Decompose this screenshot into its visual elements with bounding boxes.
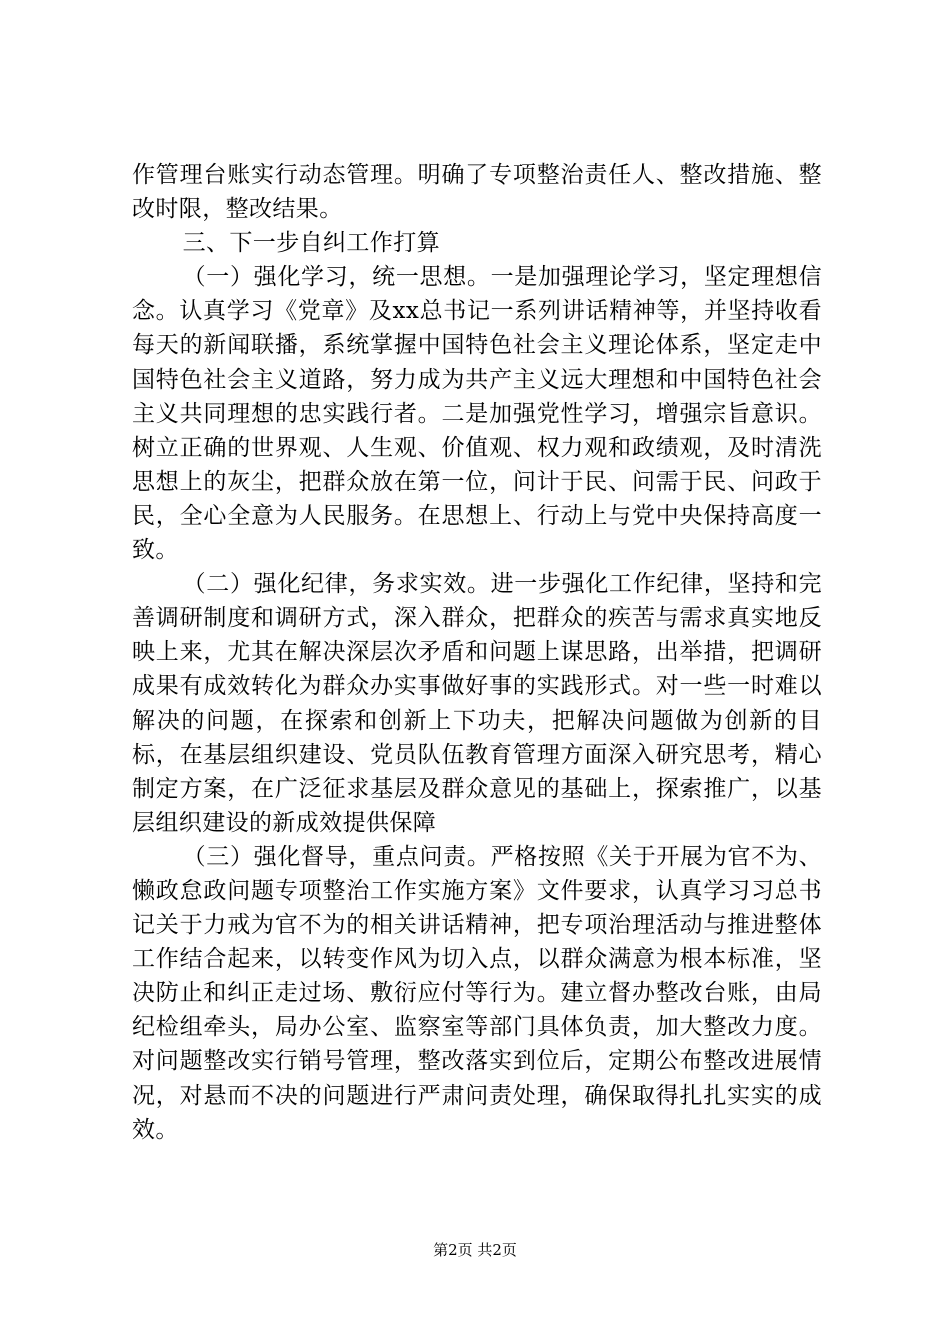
page-number-footer: 第2页 共2页 xyxy=(433,1241,517,1259)
section-heading-next-steps: 三、下一步自纠工作打算 xyxy=(182,230,440,257)
paragraph-strengthen-supervision: （三）强化督导，重点问责。严格按照《关于开展为官不为、懒政怠政问题专项整治工作实施方案》文件要求，认真学习习总书记关于力戒为官不为的相关讲话精神，把专项治理活动与推进整体工作结合起来，以转变作风为切入点，以群众满意为根本标准，坚决防止和纠正走过场、敷衍应付等行为。建立督办整改台账，由局纪检组牵头，局办公室、监察室等部门具体负责，加大整改力度。对问题整改实行销号管理，整改落实到位后，定期公布整改进展情况，对悬而不决的问题进行严肃问责处理，确保取得扎扎实实的成效。 xyxy=(132,843,822,1143)
document-body xyxy=(132,158,822,1147)
paragraph-continuation: 作管理台账实行动态管理。明确了专项整治责任人、整改措施、整改时限，整改结果。 xyxy=(132,162,822,223)
paragraph-strengthen-discipline: （二）强化纪律，务求实效。进一步强化工作纪律，坚持和完善调研制度和调研方式，深入群众，把群众的疾苦与需求真实地反映上来，尤其在解决深层次矛盾和问题上谋思路，出举措，把调研成果有成效转化为群众办实事做好事的实践形式。对一些一时难以解决的问题，在探索和创新上下功夫，把解决问题做为创新的目标，在基层组织建设、党员队伍教育管理方面深入研究思考，精心制定方案，在广泛征求基层及群众意见的基础上，探索推广，以基层组织建设的新成效提供保障 xyxy=(132,571,822,836)
paragraph-strengthen-study: （一）强化学习，统一思想。一是加强理论学习，坚定理想信念。认真学习《党章》及xx总书记一系列讲话精神等，并坚持收看每天的新闻联播，系统掌握中国特色社会主义理论体系，坚定走中国特色社会主义道路，努力成为共产主义远大理想和中国特色社会主义共同理想的忠实践行者。二是加强党性学习，增强宗旨意识。树立正确的世界观、人生观、价值观、权力观和政绩观，及时清洗思想上的灰尘，把群众放在第一位，问计于民、问需于民、问政于民，全心全意为人民服务。在思想上、行动上与党中央保持高度一致。 xyxy=(132,264,822,564)
